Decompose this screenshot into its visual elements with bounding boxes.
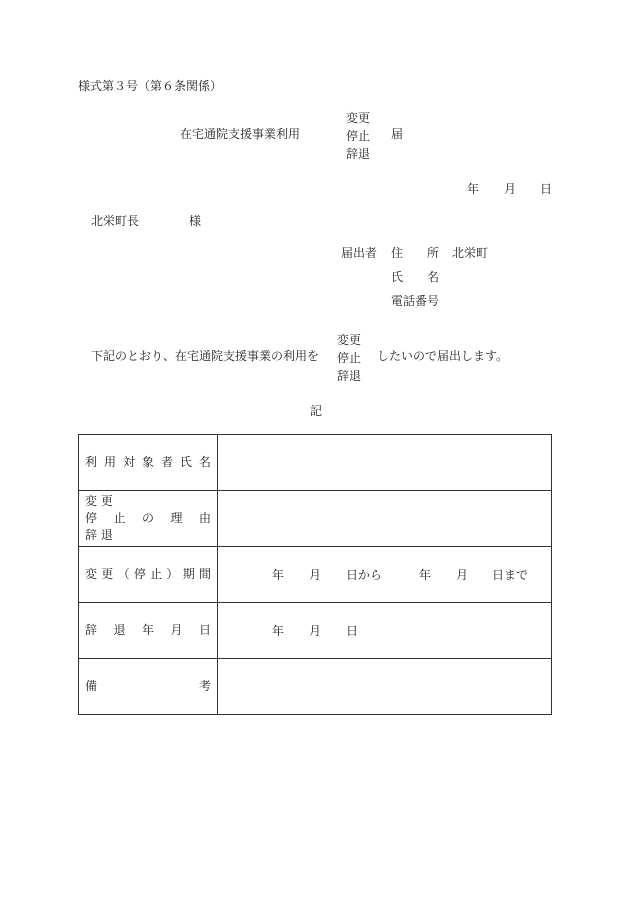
period-start-year: 年 [272,568,285,582]
value-subject-name[interactable] [218,435,552,491]
body-option-suspend: 停止 [337,351,362,365]
addressee-name: 北栄町長 [91,214,140,228]
name-label-1: 氏 [391,270,404,284]
ki-heading: 記 [310,404,323,418]
date-year: 年 [467,182,480,196]
period-start-month: 月 [309,568,322,582]
body-option-change: 変更 [337,333,362,347]
label-withdraw-date: 辞 退 年 月 日 [79,603,218,659]
body-suffix: したいので届出します。 [377,349,509,363]
option-suspend: 停止 [346,129,371,143]
form-title-suffix: 届 [391,127,404,141]
body-options [337,331,361,385]
option-withdraw: 辞退 [346,147,371,161]
period-end-month: 月 [456,568,469,582]
value-withdraw-date[interactable] [218,603,552,659]
table-row-subject-name [79,435,552,491]
applicant-label: 届出者 [341,246,378,260]
phone-label: 電話番号 [391,294,440,308]
withdraw-day: 日 [346,624,359,638]
label-reason: 変 更 停 止 の 理 由 辞 退 [79,491,218,547]
date-day: 日 [540,182,553,196]
address-label-2: 所 [427,246,440,260]
label-remarks: 備 考 [79,659,218,715]
value-reason[interactable] [218,491,552,547]
period-end-year: 年 [419,568,432,582]
table-row-period [79,547,552,603]
body-prefix: 下記のとおり、在宅通院支援事業の利用を [91,349,320,363]
name-label-2: 名 [427,270,440,284]
body-option-withdraw: 辞退 [337,369,362,383]
address-value: 北栄町 [452,246,489,260]
table-row-reason [79,491,552,547]
period-end-day: 日まで [492,568,529,582]
table-row-withdraw-date [79,603,552,659]
details-table [78,434,552,715]
label-subject-name: 利 用 対 象 者 氏 名 [79,435,218,491]
withdraw-month: 月 [309,624,322,638]
value-remarks[interactable] [218,659,552,715]
option-change: 変更 [346,111,371,125]
withdraw-year: 年 [272,624,285,638]
address-label-1: 住 [391,246,404,260]
table-row-remarks [79,659,552,715]
date-month: 月 [504,182,517,196]
form-number: 様式第３号（第６条関係） [78,79,223,93]
value-period[interactable] [218,547,552,603]
form-title-options [346,109,370,163]
period-start-day: 日から [346,568,383,582]
label-period: 変 更 （ 停 止 ） 期 間 [79,547,218,603]
form-title-prefix: 在宅通院支援事業利用 [180,127,301,141]
addressee-honorific: 様 [189,214,202,228]
